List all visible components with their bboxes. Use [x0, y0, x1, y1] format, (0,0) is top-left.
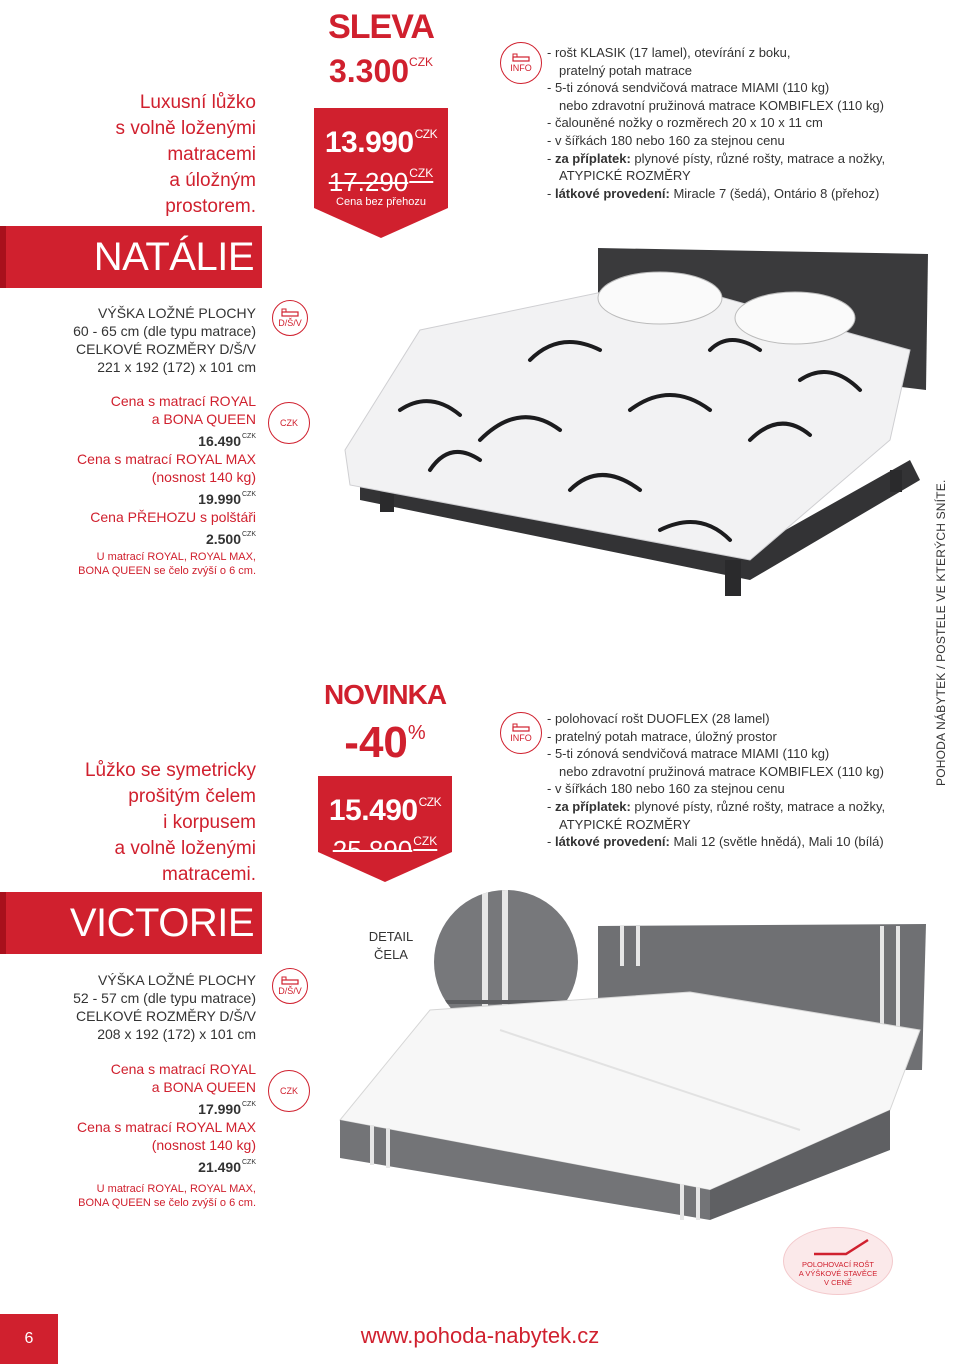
spec-line: VÝŠKA LOŽNÉ PLOCHY [98, 305, 256, 321]
victorie-price-badge: $15.490^{CZK}$ $25.890^{CZK}$ [318, 776, 452, 852]
discount-amount: 3.300 [328, 53, 410, 89]
victorie-tagline [16, 758, 256, 888]
new-badge: NOVINKA -40% [318, 680, 452, 766]
spec-line: CELKOVÉ ROZMĚRY D/Š/V [76, 341, 256, 357]
victorie-title-banner [0, 892, 262, 954]
info-item: - pratelný potah matrace, úložný prostor [547, 728, 777, 744]
natalie-tagline [16, 90, 256, 220]
bed-icon [512, 723, 530, 733]
spec-line: 208 x 192 (172) x 101 cm [97, 1026, 256, 1042]
natalie-prices [6, 392, 256, 548]
bed-icon [281, 976, 299, 986]
info-item: ATYPICKÉ ROZMĚRY [559, 168, 691, 184]
info-item: pratelný potah matrace [559, 62, 692, 78]
tagline-line: s volně loženými [115, 118, 256, 139]
price-item: Cena s matrací ROYAL MAX (nosnost 140 kg) $21.490^{CZK}$ [77, 1119, 256, 1175]
info-item: - 5-ti zónová sendvičová matrace MIAMI (110 kg) [547, 80, 830, 96]
bed-icon [512, 53, 530, 63]
victorie-prices [6, 1060, 256, 1176]
adjustable-frame-badge: POLOHOVACÍ ROŠT A VÝŠKOVÉ STAVĚCE V CENĚ [783, 1227, 893, 1295]
tagline-line: Luxusní lůžko [139, 92, 256, 113]
tagline-line: matracemi. [162, 864, 256, 885]
price-item: Cena PŘEHOZU s polštáři $2.500^{CZK}$ [90, 509, 256, 547]
tagline-line: prošitým čelem [128, 786, 256, 807]
product-title: VICTORIE [69, 900, 254, 945]
spec-line: 60 - 65 cm (dle typu matrace) [73, 323, 256, 339]
price-item: Cena s matrací ROYAL a BONA QUEEN $17.990^{CZK}$ [110, 1061, 256, 1117]
sale-badge: SLEVA $3.300^{CZK}$ [314, 10, 448, 89]
info-icon: INFO [500, 712, 542, 754]
spec-line: CELKOVÉ ROZMĚRY D/Š/V [76, 1008, 256, 1024]
tagline-line: Lůžko se symetricky [84, 760, 256, 781]
victorie-bed-image [330, 920, 930, 1220]
tagline-line: matracemi [167, 144, 256, 165]
spec-line: VÝŠKA LOŽNÉ PLOCHY [98, 972, 256, 988]
info-item: nebo zdravotní pružinová matrace KOMBIFLEX (110 kg) [559, 763, 884, 779]
tagline-line: i korpusem [163, 812, 256, 833]
info-item: - čalouněné nožky o rozměrech 20 x 10 x 11 cm [547, 115, 823, 131]
info-item: - v šířkách 180 nebo 160 za stejnou cenu [547, 781, 785, 797]
natalie-bed-image [330, 240, 930, 600]
info-item: - 5-ti zónová sendvičová matrace MIAMI (110 kg) [547, 746, 830, 762]
product-title: NATÁLIE [93, 234, 254, 279]
dimensions-icon: D/Š/V [272, 968, 308, 1004]
tagline-line: a volně loženými [114, 838, 256, 859]
spec-line: 52 - 57 cm (dle typu matrace) [73, 990, 256, 1006]
old-price: 25.890 [332, 835, 413, 865]
detail-label: DETAIL ČELA [368, 929, 414, 962]
tagline-line: a úložným [169, 170, 256, 191]
side-slogan: POHODA NÁBYTEK / POSTELE VE KTERÝCH SNÍTE. [934, 479, 948, 786]
victorie-spec [6, 971, 256, 1043]
price-amount: 17.990 [198, 1101, 241, 1117]
info-item: nebo zdravotní pružinová matrace KOMBIFLEX (110 kg) [559, 97, 884, 113]
tagline-line: prostorem. [165, 196, 256, 217]
info-item: ATYPICKÉ ROZMĚRY [559, 816, 691, 832]
dimensions-icon: D/Š/V [272, 300, 308, 336]
info-item: - polohovací rošt DUOFLEX (28 lamel) [547, 711, 770, 726]
natalie-title-banner [0, 226, 262, 288]
discount-amount: -40 [344, 718, 408, 767]
natalie-spec [6, 304, 256, 376]
victorie-mattress-note: U matrací ROYAL, ROYAL MAX, BONA QUEEN se čelo zvýší o 6 cm. [78, 1183, 256, 1209]
website-url[interactable]: www.pohoda-nabytek.cz [360, 1323, 600, 1348]
info-item: - v šířkách 180 nebo 160 za stejnou cenu [547, 132, 785, 148]
natalie-mattress-note: U matrací ROYAL, ROYAL MAX, BONA QUEEN se čelo zvýší o 6 cm. [78, 551, 256, 577]
info-item: - látkové provedení: Miracle 7 (šedá), Ontário 8 (přehoz) [547, 185, 880, 201]
badge-arrow [318, 852, 452, 882]
info-icon: INFO [500, 42, 542, 84]
currency-icon: CZK [268, 1070, 310, 1112]
natalie-price-badge: $13.990^{CZK}$ $17.290^{CZK}$ Cena bez přehozu a polštářů. [314, 108, 448, 208]
price-amount: 19.990 [198, 491, 241, 507]
current-price: 13.990 [324, 126, 414, 159]
price-item: Cena s matrací ROYAL a BONA QUEEN $16.490^{CZK}$ [110, 393, 256, 449]
currency-icon: CZK [268, 402, 310, 444]
info-item: - látkové provedení: Mali 12 (světle hnědá), Mali 10 (bílá) [547, 834, 884, 850]
current-price: 15.490 [328, 794, 418, 827]
old-price: 17.290 [328, 167, 409, 197]
spec-line: 221 x 192 (172) x 101 cm [97, 359, 256, 375]
bed-icon [281, 308, 299, 318]
price-amount: 21.490 [198, 1159, 241, 1175]
info-item: - za příplatek: plynové písty, různé rošty, matrace a nožky, [547, 150, 886, 166]
badge-head: NOVINKA [323, 679, 447, 710]
page-number: 6 [0, 1314, 58, 1364]
adjustable-bed-icon [784, 1232, 894, 1262]
badge-head: SLEVA [328, 8, 434, 46]
info-item: - rošt KLASIK (17 lamel), otevírání z boku, [547, 45, 791, 60]
price-amount: 2.500 [205, 531, 241, 547]
price-amount: 16.490 [198, 433, 241, 449]
price-item: Cena s matrací ROYAL MAX (nosnost 140 kg) $19.990^{CZK}$ [77, 451, 256, 507]
badge-arrow [314, 208, 448, 238]
info-item: - za příplatek: plynové písty, různé rošty, matrace a nožky, [547, 798, 886, 814]
victorie-info-list [547, 710, 885, 851]
natalie-info-list [547, 44, 885, 202]
